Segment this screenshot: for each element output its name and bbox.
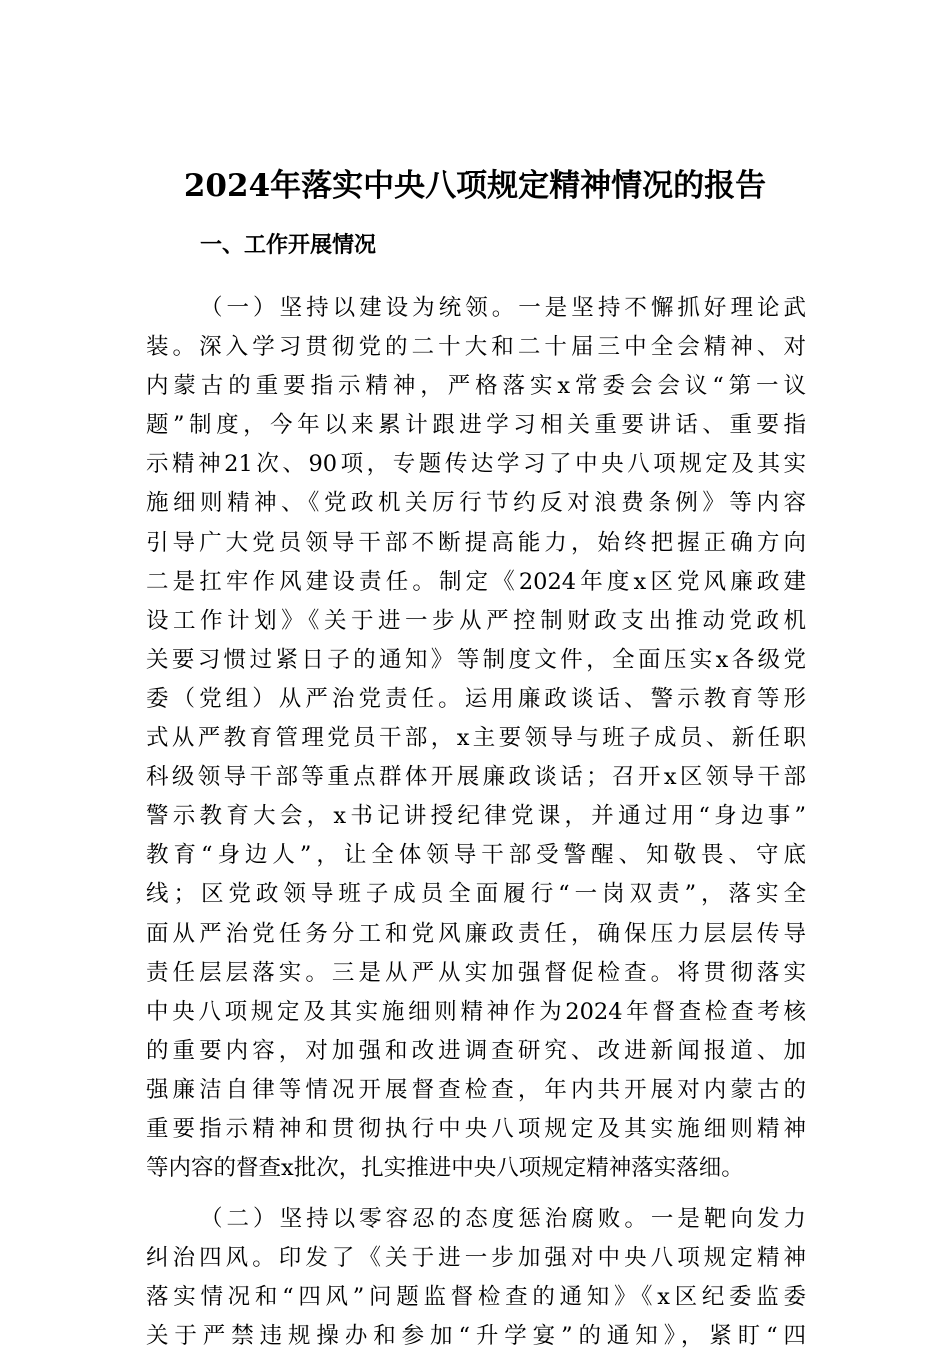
section-heading: 一、工作开展情况: [200, 233, 377, 258]
text-line: 关于严禁违规操办和参加“升学宴”的通知》，紧盯“四: [146, 1323, 806, 1350]
text-line: 重要指示精神和贯彻执行中央八项规定及其实施细则精神: [146, 1115, 806, 1142]
text-line: 题”制度，今年以来累计跟进学习相关重要讲话、重要指: [146, 412, 806, 439]
text-line: 落实情况和“四风”问题监督检查的通知》《x区纪委监委: [146, 1284, 806, 1311]
text-line: 等内容的督查x批次，扎实推进中央八项规定精神落实落细。: [146, 1155, 744, 1182]
paragraph-2: [146, 1200, 806, 1356]
text-line: 中央八项规定及其实施细则精神作为2024年督查检查考核: [146, 998, 806, 1025]
text-line: 委（党组）从严治党责任。运用廉政谈话、警示教育等形: [146, 685, 806, 712]
text-line: 施细则精神、《党政机关厉行节约反对浪费条例》等内容: [146, 490, 806, 517]
paragraph-1: [146, 289, 806, 1188]
text-line: 内蒙古的重要指示精神，严格落实x常委会会议“第一议: [146, 373, 806, 400]
text-line: 设工作计划》《关于进一步从严控制财政支出推动党政机: [146, 607, 806, 634]
document-title: 2024年落实中央八项规定精神情况的报告: [183, 168, 767, 204]
text-line: 警示教育大会，x书记讲授纪律党课，并通过用“身边事”: [146, 803, 806, 830]
text-line: 责任层层落实。三是从严从实加强督促检查。将贯彻落实: [146, 959, 806, 986]
text-line: 式从严教育管理党员干部，x主要领导与班子成员、新任职: [146, 725, 806, 752]
text-line: （二）坚持以零容忍的态度惩治腐败。一是靶向发力: [200, 1206, 806, 1233]
text-line: （一）坚持以建设为统领。一是坚持不懈抓好理论武: [200, 295, 806, 321]
text-line: 装。深入学习贯彻党的二十大和二十届三中全会精神、对: [146, 334, 806, 361]
text-line: 科级领导干部等重点群体开展廉政谈话；召开x区领导干部: [146, 764, 806, 791]
text-line: 线；区党政领导班子成员全面履行“一岗双责”，落实全: [146, 881, 806, 908]
text-line: 的重要内容，对加强和改进调查研究、改进新闻报道、加: [146, 1037, 806, 1064]
document-body: [146, 289, 806, 1357]
text-line: 二是扛牢作风建设责任。制定《2024年度x区党风廉政建: [146, 568, 806, 595]
text-line: 纠治四风。印发了《关于进一步加强对中央八项规定精神: [146, 1245, 806, 1272]
text-line: 面从严治党任务分工和党风廉政责任，确保压力层层传导: [146, 920, 806, 947]
text-line: 教育“身边人”，让全体领导干部受警醒、知敬畏、守底: [146, 842, 806, 869]
text-line: 引导广大党员领导干部不断提高能力，始终把握正确方向: [146, 529, 806, 556]
text-line: 关要习惯过紧日子的通知》等制度文件，全面压实x各级党: [146, 646, 806, 673]
text-line: 强廉洁自律等情况开展督查检查，年内共开展对内蒙古的: [146, 1076, 806, 1103]
text-line: 示精神21次、90项，专题传达学习了中央八项规定及其实: [146, 451, 806, 478]
